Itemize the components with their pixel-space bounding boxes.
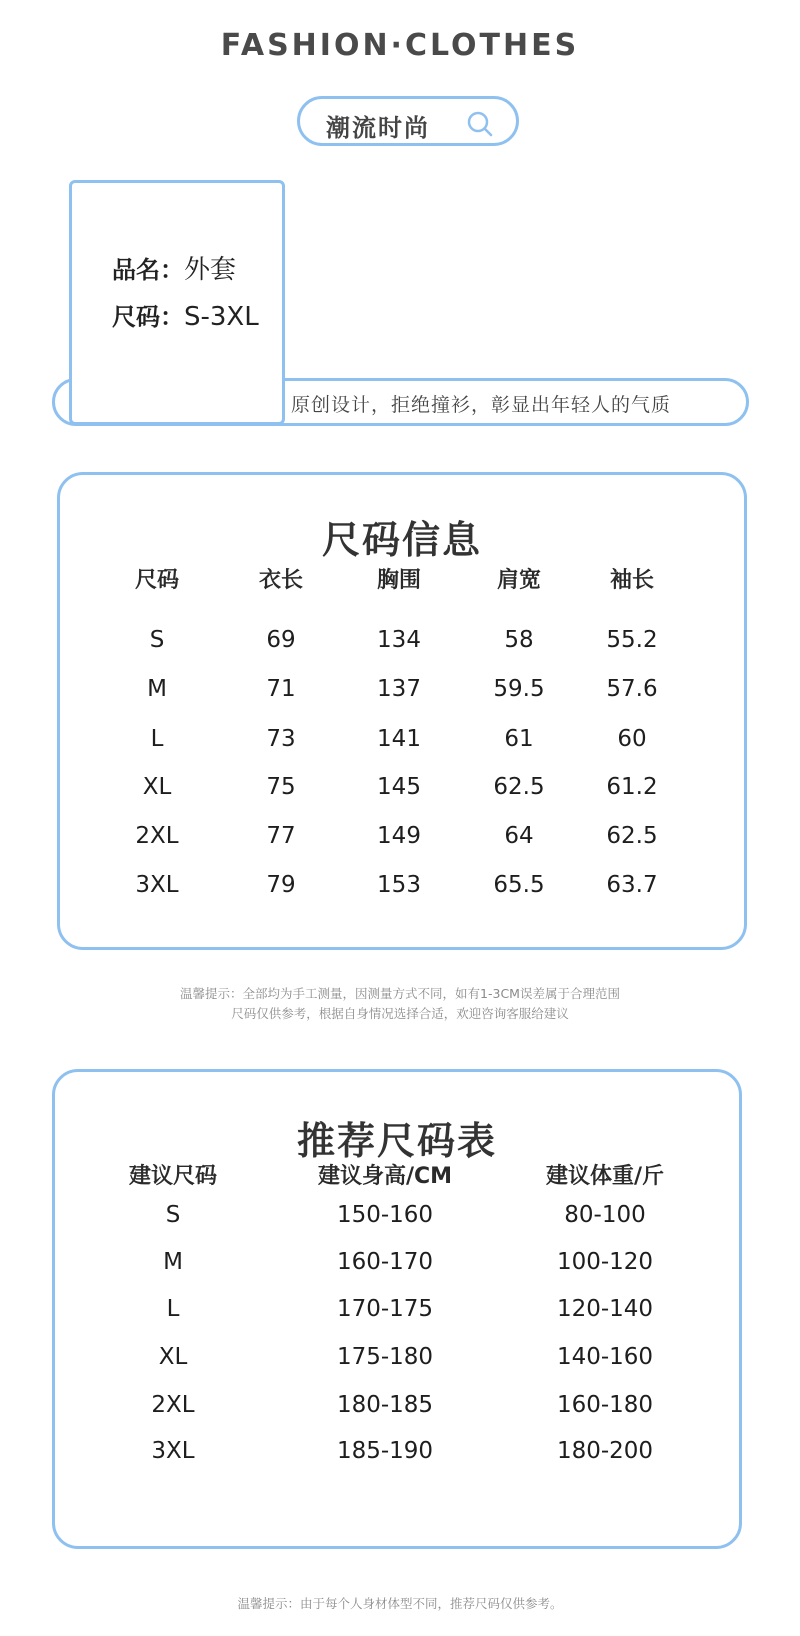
- recommend-table-cell: XL: [158, 1344, 188, 1370]
- measurement-note: [0, 984, 800, 1024]
- measurement-note-line1: 温馨提示：全部均为手工测量，因测量方式不同，如有1-3CM误差属于合理范围: [180, 986, 620, 1001]
- size-table-cell: 57.6: [606, 676, 658, 702]
- recommend-table-cell: 120-140: [556, 1296, 654, 1322]
- recommend-table-cell: 80-100: [564, 1202, 646, 1228]
- recommend-title: 推荐尺码表: [296, 1119, 497, 1163]
- size-table-header-3: 胸围: [376, 568, 421, 593]
- size-table-cell: 61.2: [606, 774, 658, 800]
- search-icon: [466, 110, 494, 138]
- size-table-cell: 61: [504, 726, 534, 752]
- recommend-table-cell: L: [166, 1296, 180, 1322]
- size-table-header-2: 衣长: [258, 568, 303, 593]
- size-table-cell: 59.5: [493, 676, 545, 702]
- product-name-value: 外套: [184, 255, 237, 285]
- tagline-text: 原创设计，拒绝撞衫，彰显出年轻人的气质: [291, 394, 672, 416]
- size-table-cell: 137: [377, 676, 421, 702]
- size-table-cell: 153: [377, 872, 421, 898]
- recommend-note: 温馨提示：由于每个人身材体型不同，推荐尺码仅供参考。: [237, 1596, 563, 1611]
- size-table-cell: 79: [266, 872, 296, 898]
- size-table-cell: 134: [377, 627, 421, 653]
- size-table-cell: 77: [266, 823, 296, 849]
- size-table-cell: 63.7: [606, 872, 658, 898]
- brand-title: FASHION·CLOTHES: [220, 28, 580, 63]
- size-info-card: [57, 472, 747, 950]
- size-table-cell: 3XL: [135, 872, 179, 898]
- recommend-table-cell: 150-160: [336, 1202, 434, 1228]
- size-table-cell: L: [150, 726, 164, 752]
- size-table-header-4: 肩宽: [496, 568, 541, 593]
- product-name-row: [112, 249, 236, 286]
- recommend-table-cell: 100-120: [556, 1249, 654, 1275]
- size-table-cell: 64: [504, 823, 534, 849]
- size-table-cell: M: [147, 676, 167, 702]
- recommend-table-cell: 180-185: [336, 1392, 434, 1418]
- recommend-table-cell: 160-170: [336, 1249, 434, 1275]
- recommend-table-cell: 140-160: [556, 1344, 654, 1370]
- product-size-value: S-3XL: [184, 302, 259, 332]
- size-table-cell: 141: [377, 726, 421, 752]
- pill-label: 潮流时尚: [326, 114, 430, 142]
- product-size-row: [112, 297, 259, 332]
- recommend-table-cell: 2XL: [151, 1392, 195, 1418]
- size-table-cell: XL: [142, 774, 172, 800]
- size-table-cell: 62.5: [493, 774, 545, 800]
- size-table-cell: 62.5: [606, 823, 658, 849]
- recommend-table-cell: 3XL: [151, 1438, 195, 1464]
- size-table-cell: 75: [266, 774, 296, 800]
- size-table-cell: 60: [617, 726, 647, 752]
- recommend-table-cell: 160-180: [556, 1392, 654, 1418]
- size-table-cell: 65.5: [493, 872, 545, 898]
- recommend-table-cell: 170-175: [336, 1296, 434, 1322]
- recommend-table-cell: 185-190: [336, 1438, 434, 1464]
- size-table-cell: 2XL: [135, 823, 179, 849]
- product-size-label: 尺码：: [112, 303, 184, 331]
- recommend-table-cell: M: [163, 1249, 183, 1275]
- size-table-header-5: 袖长: [609, 568, 654, 593]
- size-table-header-1: 尺码: [134, 568, 179, 593]
- product-name-label: 品名：: [112, 256, 184, 284]
- size-table-cell: 55.2: [606, 627, 658, 653]
- recommend-table-header-3: 建议体重/斤: [545, 1164, 665, 1189]
- size-table-cell: 69: [266, 627, 296, 653]
- recommend-card: [52, 1069, 742, 1549]
- size-table-cell: 149: [377, 823, 421, 849]
- size-table-cell: 73: [266, 726, 296, 752]
- size-table-cell: 71: [266, 676, 296, 702]
- size-table-cell: 145: [377, 774, 421, 800]
- search-pill[interactable]: [297, 96, 519, 146]
- size-info-title: 尺码信息: [321, 518, 482, 562]
- recommend-table-cell: 180-200: [556, 1438, 654, 1464]
- recommend-table-header-2: 建议身高/CM: [317, 1164, 453, 1189]
- recommend-table-header-1: 建议尺码: [128, 1164, 217, 1189]
- recommend-table-cell: S: [165, 1202, 181, 1228]
- recommend-table-cell: 175-180: [336, 1344, 434, 1370]
- size-table-cell: 58: [504, 627, 534, 653]
- product-info-card: [69, 180, 285, 425]
- size-table-cell: S: [149, 627, 165, 653]
- measurement-note-line2: 尺码仅供参考，根据自身情况选择合适，欢迎咨询客服给建议: [231, 1006, 569, 1021]
